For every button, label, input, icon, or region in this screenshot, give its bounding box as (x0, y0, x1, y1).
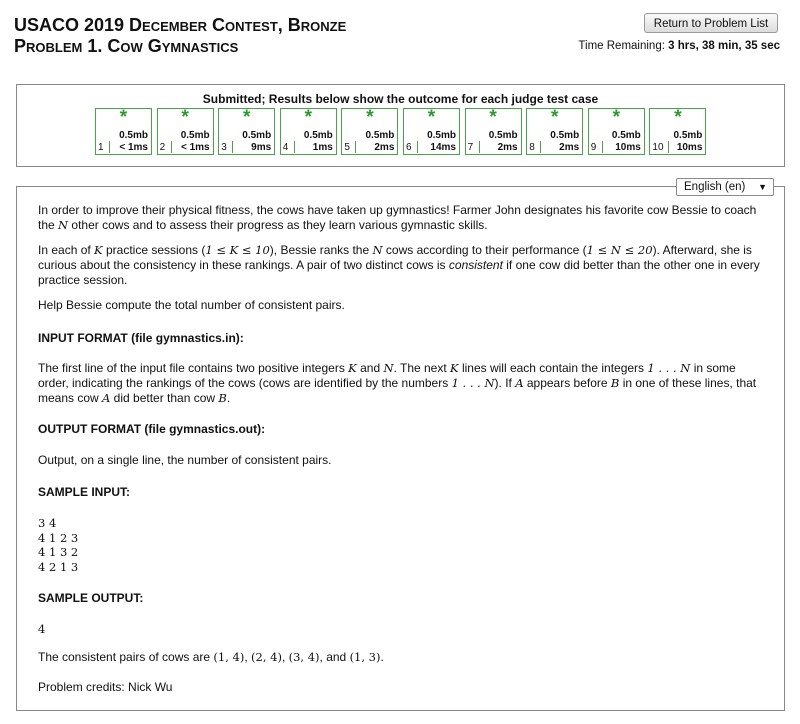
math-n: N (383, 361, 394, 375)
test-case-divider (417, 141, 418, 153)
math-a: A (515, 376, 524, 390)
test-case-memory: 0.5mb (611, 130, 641, 141)
input-text-1: The first line of the input file contains two positive integers (38, 361, 349, 375)
test-case-4 (280, 108, 337, 155)
test-case-memory: 0.5mb (673, 130, 703, 141)
math-range: 1 . . . N (451, 376, 495, 390)
test-case-number: 5 (344, 142, 350, 153)
input-text-4: in some order, indicating the rankings of the cows (cows are identified by the numbers (38, 361, 736, 390)
input-format-heading: INPUT FORMAT (file gymnastics.in): (38, 331, 244, 345)
test-case-number: 2 (159, 142, 166, 153)
sessions-text-5: ). Afterward, she is curious about the consistency in these rankings. A pair of two distinct cows is (38, 243, 752, 272)
math-k: K (450, 361, 459, 375)
test-case-number: 4 (282, 142, 289, 153)
sessions-text-6: if one cow did better than the other one in every practice session. (38, 258, 760, 287)
pair-value: (1, 3) (349, 650, 381, 664)
problem-credits: Problem credits: Nick Wu (38, 680, 173, 694)
test-case-memory: 0.5mb (427, 130, 456, 141)
explanation-paragraph (38, 650, 768, 665)
test-case-memory: 0.5mb (180, 130, 210, 141)
task-paragraph: Help Bessie compute the total number of consistent pairs. (38, 298, 345, 312)
results-title: Submitted; Results below show the outcome for each judge test case (202, 92, 599, 106)
output-format-paragraph: Output, on a single line, the number of consistent pairs. (38, 453, 332, 467)
test-case-10 (649, 108, 706, 155)
test-case-time: 2ms (559, 142, 580, 153)
dropdown-arrow-icon: ▼ (758, 182, 767, 192)
test-case-memory: 0.5mb (365, 130, 395, 141)
sessions-paragraph (38, 243, 768, 288)
intro-text-2: other cows and to assess their progress as they learn various gymnastic skills. (68, 218, 488, 232)
math-b: B (610, 376, 620, 390)
test-case-number: 10 (652, 142, 664, 153)
test-case-memory: 0.5mb (303, 130, 333, 141)
pass-star-icon: * (304, 107, 312, 128)
pass-star-icon: * (674, 107, 682, 128)
test-case-divider (171, 141, 172, 153)
test-case-number: 1 (98, 142, 104, 153)
test-case-3 (218, 108, 275, 155)
time-remaining-label: Time Remaining: (578, 40, 665, 52)
test-case-1 (95, 108, 152, 155)
pass-star-icon: * (550, 107, 559, 128)
separator: , (281, 650, 289, 664)
consistent-term: consistent (448, 258, 503, 272)
pass-star-icon: * (366, 107, 374, 128)
test-case-time: 10ms (676, 142, 703, 153)
problem-title: Problem 1. Cow Gymnastics (14, 36, 239, 56)
test-case-7 (465, 108, 522, 155)
test-case-time: 10ms (615, 142, 641, 153)
pair-value: (3, 4) (288, 650, 320, 664)
page-title (14, 15, 346, 57)
sample-output-block: 4 (38, 622, 46, 636)
input-text-and: and (356, 361, 384, 375)
sessions-text-3: ), Bessie ranks the (269, 243, 373, 257)
intro-text-1: In order to improve their physical fitness, the cows have taken up gymnastics! Farmer John designates his favorite cow Bessie to coach the (38, 203, 757, 232)
test-case-number: 8 (529, 142, 535, 153)
output-format-heading: OUTPUT FORMAT (file gymnastics.out): (38, 422, 266, 436)
test-case-memory: 0.5mb (550, 130, 580, 141)
pass-star-icon: * (119, 107, 128, 128)
test-case-divider (355, 141, 356, 153)
test-case-divider (668, 141, 669, 153)
pair-value: (2, 4) (251, 650, 282, 664)
return-to-problem-list-button[interactable]: Return to Problem List (644, 13, 778, 33)
test-case-divider (540, 141, 541, 153)
test-case-divider (602, 141, 603, 153)
test-case-time: < 1ms (180, 142, 210, 153)
test-case-memory: 0.5mb (242, 130, 272, 141)
input-text-9: . (226, 391, 231, 405)
sessions-text-4: cows according to their performance ( (382, 243, 587, 257)
sessions-text-2: practice sessions ( (102, 243, 206, 257)
math-k: K (348, 361, 357, 375)
separator: , (244, 650, 252, 664)
time-remaining-value: 3 hrs, 38 min, 35 sec (668, 40, 780, 52)
contest-title: USACO 2019 December Contest, Bronze (14, 15, 347, 35)
explanation-text: The consistent pairs of cows are (38, 650, 214, 664)
pass-star-icon: * (242, 107, 251, 128)
test-case-9 (588, 108, 645, 155)
language-select[interactable] (676, 178, 774, 196)
test-case-2 (157, 108, 214, 155)
test-case-memory: 0.5mb (488, 130, 518, 141)
sample-input-heading: SAMPLE INPUT: (38, 485, 131, 499)
sessions-text-1: In each of (38, 243, 95, 257)
pass-star-icon: * (612, 107, 620, 128)
input-text-8: did better than cow (110, 391, 219, 405)
page-header (0, 0, 800, 70)
test-case-divider (479, 141, 480, 153)
separator: , and (319, 650, 350, 664)
pair-value: (1, 4) (213, 650, 245, 664)
results-panel (16, 84, 785, 167)
input-format-paragraph (38, 361, 768, 406)
pass-star-icon: * (427, 107, 436, 128)
sample-input-block: 3 4 4 1 2 3 4 1 3 2 4 2 1 3 (38, 516, 79, 574)
test-case-time: 1ms (312, 142, 333, 153)
test-case-memory: 0.5mb (119, 130, 148, 141)
test-case-divider (294, 141, 295, 153)
test-case-time: < 1ms (119, 142, 148, 153)
math-k: K (94, 243, 103, 257)
test-case-8 (526, 108, 583, 155)
test-case-time: 14ms (430, 142, 456, 153)
separator: . (380, 650, 384, 664)
input-text-3: lines will each contain the integers (458, 361, 648, 375)
input-text-2: . The next (393, 361, 451, 375)
input-text-6: appears before (523, 376, 611, 390)
pass-star-icon: * (181, 107, 189, 128)
math-b: B (218, 391, 227, 405)
time-remaining (578, 40, 780, 52)
math-n-constraint: 1 ≤ N ≤ 20 (586, 243, 653, 257)
math-range: 1 . . . N (647, 361, 691, 375)
test-case-number: 7 (467, 142, 474, 153)
input-text-7: in one of these lines, that means cow (38, 376, 757, 405)
test-case-number: 6 (406, 142, 412, 153)
test-case-time: 2ms (497, 142, 518, 153)
language-selected: English (en) (684, 181, 746, 193)
test-case-number: 9 (590, 142, 597, 153)
test-case-time: 9ms (251, 142, 272, 153)
math-n: N (372, 243, 383, 257)
pass-star-icon: * (489, 107, 497, 128)
test-case-divider (109, 141, 110, 153)
sample-output-heading: SAMPLE OUTPUT: (38, 591, 144, 605)
math-k-constraint: 1 ≤ K ≤ 10 (205, 243, 270, 257)
test-case-time: 2ms (374, 142, 395, 153)
test-case-6 (403, 108, 460, 155)
math-n: N (58, 218, 69, 232)
input-text-5: ). If (494, 376, 516, 390)
math-a: A (102, 391, 111, 405)
test-case-5 (341, 108, 398, 155)
intro-paragraph (38, 203, 768, 233)
test-case-divider (232, 141, 233, 153)
test-case-number: 3 (221, 142, 227, 153)
